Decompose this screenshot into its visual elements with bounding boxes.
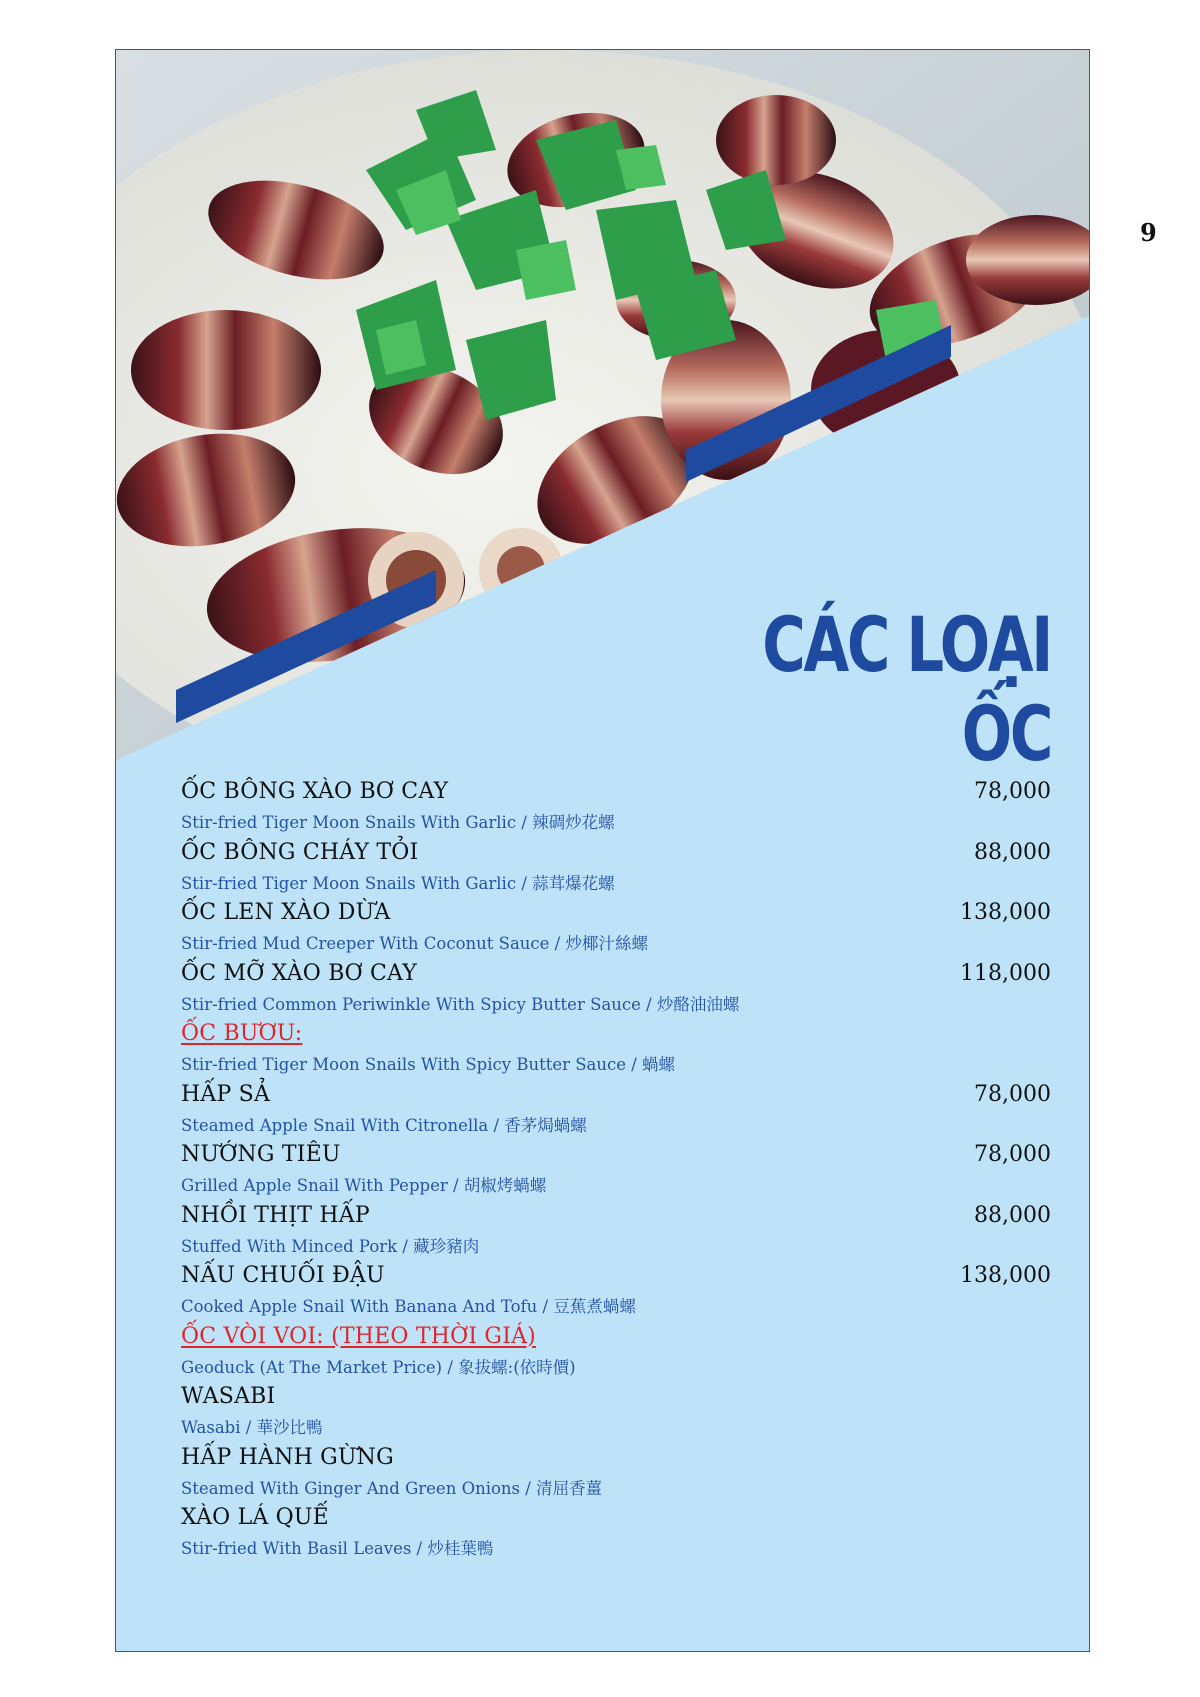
page-number: 9 [1140,218,1157,247]
menu-item [181,1384,1051,1445]
dish-price: 88,000 [974,839,1051,865]
menu-item [181,1142,1051,1203]
dish-price: 78,000 [974,1142,1051,1167]
section-heading: ỐC VÒI VOI: (THEO THỜI GIÁ) [181,1323,536,1349]
menu-item [181,1445,1051,1506]
dish-name: WASABI [181,1384,276,1409]
dish-name: ỐC BÔNG XÀO BƠ CAY [181,779,449,804]
dish-price: 88,000 [974,1202,1051,1228]
dish-description: Stir-fried With Basil Leaves / 炒桂葉鴨 [181,1539,494,1558]
menu-section [181,1021,1051,1082]
menu-item [181,840,1051,901]
dish-description: Steamed Apple Snail With Citronella / 香茅焗蝸螺 [181,1115,587,1135]
dish-price: 138,000 [960,900,1051,925]
dish-price: 138,000 [960,1263,1051,1288]
dish-description: Stir-fried Tiger Moon Snails With Garlic / 蒜茸爆花螺 [181,873,615,893]
section-heading: ỐC BƯƠU: [181,1021,303,1046]
dish-description: Cooked Apple Snail With Banana And Tofu / 豆蕉煮蝸螺 [181,1297,636,1316]
menu-item [181,779,1051,840]
dish-price: 78,000 [974,779,1051,804]
dish-description: Geoduck (At The Market Price) / 象拔螺:(依時價) [181,1357,576,1377]
dish-name: HẤP HÀNH GỪNG [181,1444,394,1470]
dish-description: Stir-fried Mud Creeper With Coconut Sauce / 炒椰汁絲螺 [181,934,648,953]
dish-price: 78,000 [974,1081,1051,1107]
dish-description: Stuffed With Minced Pork / 藏珍豬肉 [181,1236,480,1256]
dish-description: Wasabi / 華沙比鴨 [181,1418,323,1437]
dish-name: ỐC LEN XÀO DỪA [181,900,391,925]
menu-title: CÁC LOẠI ỐC [762,600,1051,778]
menu-item [181,1082,1051,1143]
dish-name: NẤU CHUỐI ĐẬU [181,1263,385,1288]
dish-description: Stir-fried Tiger Moon Snails With Spicy Butter Sauce / 蝸螺 [181,1055,676,1074]
dish-name: NƯỚNG TIÊU [181,1142,341,1167]
dish-description: Stir-fried Common Periwinkle With Spicy Butter Sauce / 炒酪油油螺 [181,994,740,1014]
dish-description: Steamed With Ginger And Green Onions / 清屈香薑 [181,1478,603,1498]
menu-item [181,1505,1051,1566]
menu-item-list [181,779,1051,1566]
menu-item [181,1203,1051,1264]
dish-description: Stir-fried Tiger Moon Snails With Garlic / 辣碉炒花螺 [181,813,615,832]
dish-name: ỐC MỠ XÀO BƠ CAY [181,960,417,986]
dish-price: 118,000 [960,960,1051,986]
menu-item [181,1263,1051,1324]
menu-section [181,1324,1051,1385]
menu-panel [115,49,1090,1652]
menu-item [181,900,1051,961]
dish-name: HẤP SẢ [181,1081,271,1107]
dish-name: ỐC BÔNG CHÁY TỎI [181,839,419,865]
dish-name: NHỒI THỊT HẤP [181,1202,370,1228]
dish-name: XÀO LÁ QUẾ [181,1505,329,1530]
menu-item [181,961,1051,1022]
dish-description: Grilled Apple Snail With Pepper / 胡椒烤蝸螺 [181,1176,547,1195]
